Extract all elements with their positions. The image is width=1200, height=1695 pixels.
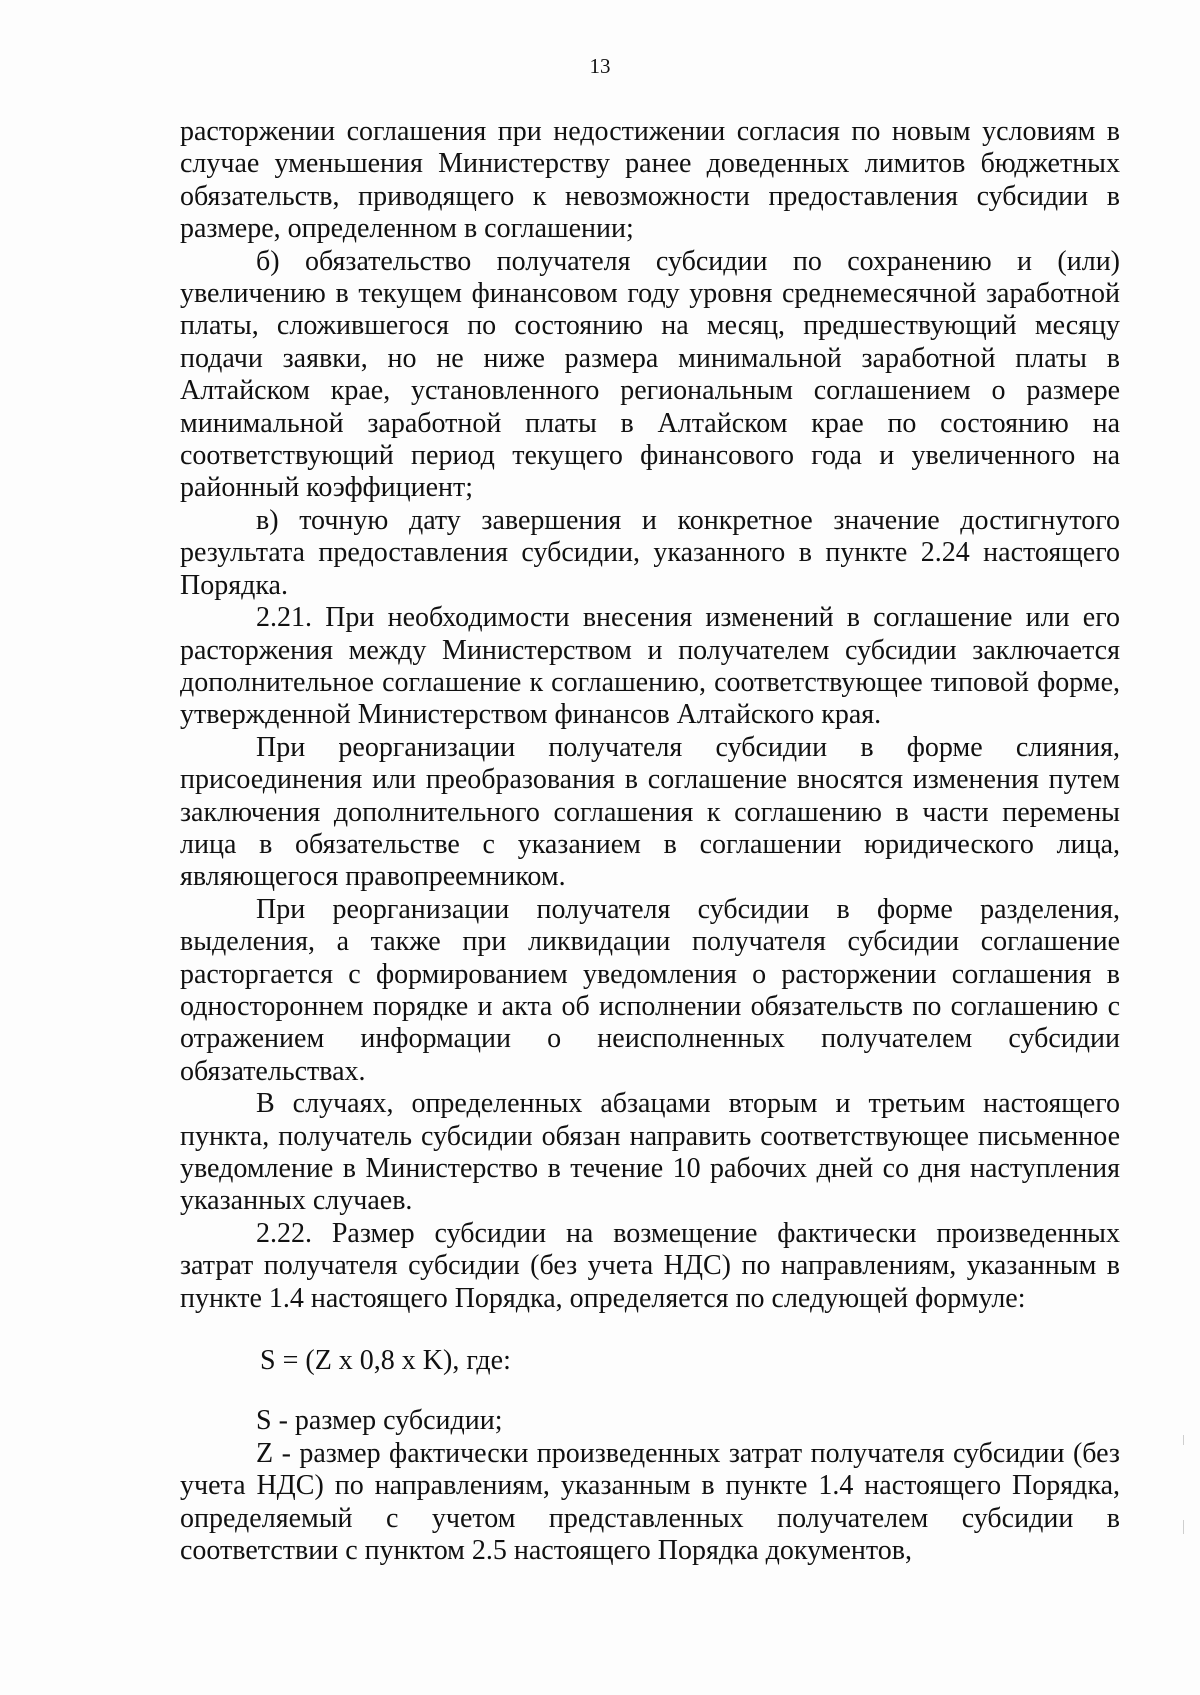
paragraph-item-v: в) точную дату завершения и конкретное значение достигнутого результата предоставления субсидии, указанного в пункте 2.24 настоящего Порядка. [180,504,1120,601]
definition-s: S - размер субсидии; [256,1405,503,1437]
paragraph-2-22: 2.22. Размер субсидии на возмещение фактически произведенных затрат получателя субсидии (без учета НДС) по направлениям, указанным в пункте 1.4 настоящего Порядка, определяется по следующей формуле: [180,1217,1120,1314]
paragraph-reorganization-division: При реорганизации получателя субсидии в форме разделения, выделения, а также при ликвидации получателя субсидии соглашение расторгается с формированием уведомления о расторжении соглашения в одностороннем порядке и акта об исполнении обязательств по соглашению с отражением информации о неисполненных получателем субсидии обязательствах. [180,893,1120,1087]
paragraph-item-b: б) обязательство получателя субсидии по сохранению и (или) увеличению в текущем финансовом году уровня среднемесячной заработной платы, сложившегося по состоянию на месяц, предшествующий месяцу подачи заявки, но не ниже размера минимальной заработной платы в Алтайском крае, установленного региональным соглашением о размере минимальной заработной платы в Алтайском крае по состоянию на соответствующий период текущего финансового года и увеличенного на районный коэффициент; [180,245,1120,504]
page-number: 13 [589,54,611,78]
subsidy-formula: S = (Z x 0,8 x K), где: [260,1345,511,1377]
paragraph-continuation: расторжении соглашения при недостижении согласия по новым условиям в случае уменьшения Министерству ранее доведенных лимитов бюджетных обязательств, приводящего к невозможности предоставления субсидии в размере, определенном в соглашении; [180,116,1120,245]
paragraph-notification: В случаях, определенных абзацами вторым и третьим настоящего пункта, получатель субсидии обязан направить соответствующее письменное уведомление в Министерство в течение 10 рабочих дней со дня наступления указанных случаев. [180,1088,1120,1217]
definition-z: Z - размер фактически произведенных затрат получателя субсидии (без учета НДС) по направлениям, указанным в пункте 1.4 настоящего Порядка, определяемый с учетом представленных получателем субсидии в соответствии с пунктом 2.5 настоящего Порядка документов, [180,1437,1120,1567]
paragraph-reorganization-merger: При реорганизации получателя субсидии в форме слияния, присоединения или преобразования в соглашение вносятся изменения путем заключения дополнительного соглашения к соглашению в части перемены лица в обязательстве с указанием в соглашении юридического лица, являющегося правопреемником. [180,731,1120,893]
paragraph-2-21: 2.21. При необходимости внесения изменений в соглашение или его расторжения между Министерством и получателем субсидии заключается дополнительное соглашение к соглашению, соответствующее типовой форме, утвержденной Министерством финансов Алтайского края. [180,602,1120,731]
scan-edge-mark [1183,1435,1184,1445]
document-body [180,116,1120,1567]
scan-edge-mark [1183,1520,1184,1534]
